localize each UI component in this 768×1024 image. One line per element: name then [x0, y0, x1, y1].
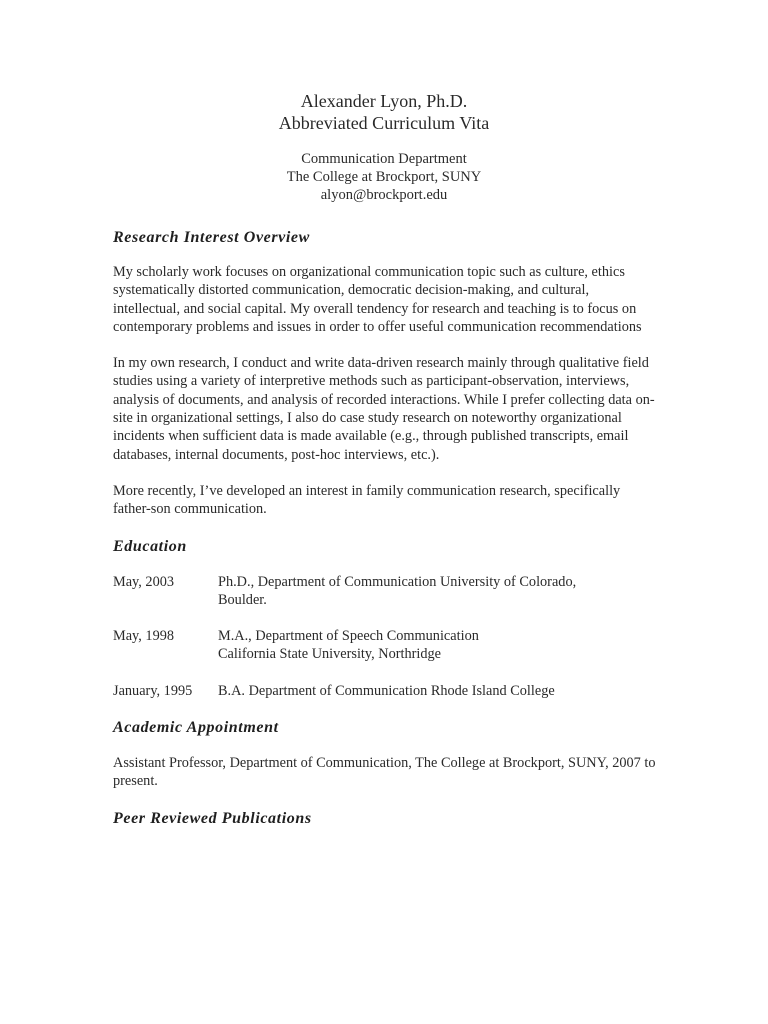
contact-block [0, 150, 768, 204]
research-paragraph-2: In my own research, I conduct and write data-driven research mainly through qualitative field studies using a variety of interpretive methods such as participant-observation, interviews, analysis of documents, and analysis of recorded interactions. While I prefer collecting data on-site in organizational settings, I also do case study research on noteworthy organizational incidents when sufficient data is made available (e.g., through published transcripts, email databases, internal documents, post-hoc interviews, etc.). [113, 355, 655, 463]
education-line: M.A., Department of Speech Communication [218, 628, 479, 645]
email: alyon@brockport.edu [320, 187, 448, 203]
education-date: May, 2003 [113, 573, 175, 590]
education-entry [113, 573, 658, 610]
publications-heading: Peer Reviewed Publications [113, 809, 312, 827]
research-paragraph-1: My scholarly work focuses on organizational communication topic such as culture, ethics systematically distorted communication, democratic decision-making, and cultural, intellectual, and social capital. My overall tendency for research and teaching is to focus on contemporary problems and issues in order to offer useful communication recommendations [113, 264, 642, 335]
education-date: May, 1998 [113, 628, 175, 645]
education-line: Boulder. [218, 591, 267, 608]
education-description [218, 573, 658, 610]
cv-header [0, 90, 768, 204]
document-subtitle: Abbreviated Curriculum Vita [278, 113, 490, 133]
college: The College at Brockport, SUNY [286, 169, 482, 185]
education-entry [113, 682, 658, 700]
research-paragraph-3: More recently, I’ve developed an interest in family communication research, specifically father-son communication. [113, 482, 621, 518]
education-line: B.A. Department of Communication Rhode Island College [218, 682, 555, 699]
education-line: California State University, Northridge [218, 646, 442, 663]
education-description [218, 682, 658, 700]
education-entry [113, 627, 658, 664]
education-description [218, 627, 658, 664]
author-name: Alexander Lyon, Ph.D. [300, 91, 468, 111]
cv-body [113, 227, 658, 830]
appointment-text: Assistant Professor, Department of Communication, The College at Brockport, SUNY, 2007 to present. [113, 755, 656, 790]
appointment-heading: Academic Appointment [113, 719, 279, 737]
department: Communication Department [301, 151, 467, 167]
education-line: Ph.D., Department of Communication University of Colorado, [218, 573, 577, 590]
research-heading: Research Interest Overview [113, 229, 310, 246]
education-date: January, 1995 [113, 682, 193, 699]
education-heading: Education [113, 537, 187, 555]
